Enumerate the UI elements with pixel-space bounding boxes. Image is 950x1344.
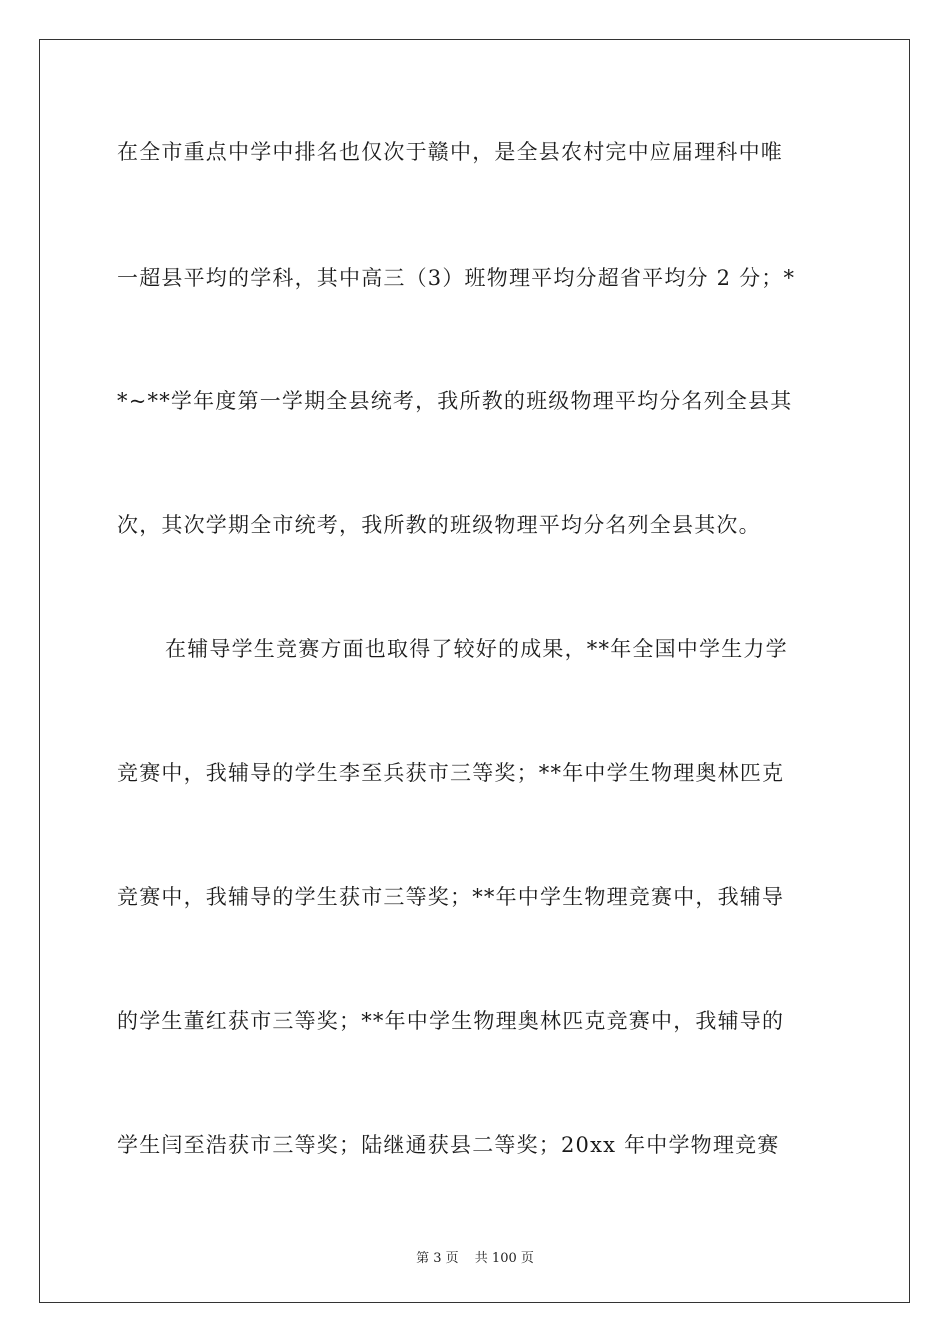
page-total: 共 100 页 [474, 1251, 534, 1266]
page-number: 第 3 页 [416, 1251, 459, 1266]
text-line: 的学生董红获市三等奖；**年中学生物理奥林匹克竞赛中，我辅导的 [117, 1009, 785, 1033]
text-line: 竞赛中，我辅导的学生李至兵获市三等奖；**年中学生物理奥林匹克 [117, 761, 785, 785]
text-line: 学生闫至浩获市三等奖；陆继通获县二等奖；20xx 年中学物理竞赛 [117, 1133, 780, 1157]
text-line: 一超县平均的学科，其中高三（3）班物理平均分超省平均分 2 分；* [117, 266, 796, 290]
text-line: *~**学年度第一学期全县统考，我所教的班级物理平均分名列全县其 [117, 389, 793, 413]
page-border [39, 39, 910, 1303]
page-footer [0, 1247, 950, 1266]
text-line: 在全市重点中学中排名也仅次于赣中，是全县农村完中应届理科中唯 [117, 140, 783, 164]
text-line: 竞赛中，我辅导的学生获市三等奖；**年中学生物理竞赛中，我辅导 [117, 885, 785, 909]
text-line: 次，其次学期全市统考，我所教的班级物理平均分名列全县其次。 [117, 513, 761, 537]
paragraph-first-line: 在辅导学生竞赛方面也取得了较好的成果，**年全国中学生力学 [165, 637, 788, 661]
